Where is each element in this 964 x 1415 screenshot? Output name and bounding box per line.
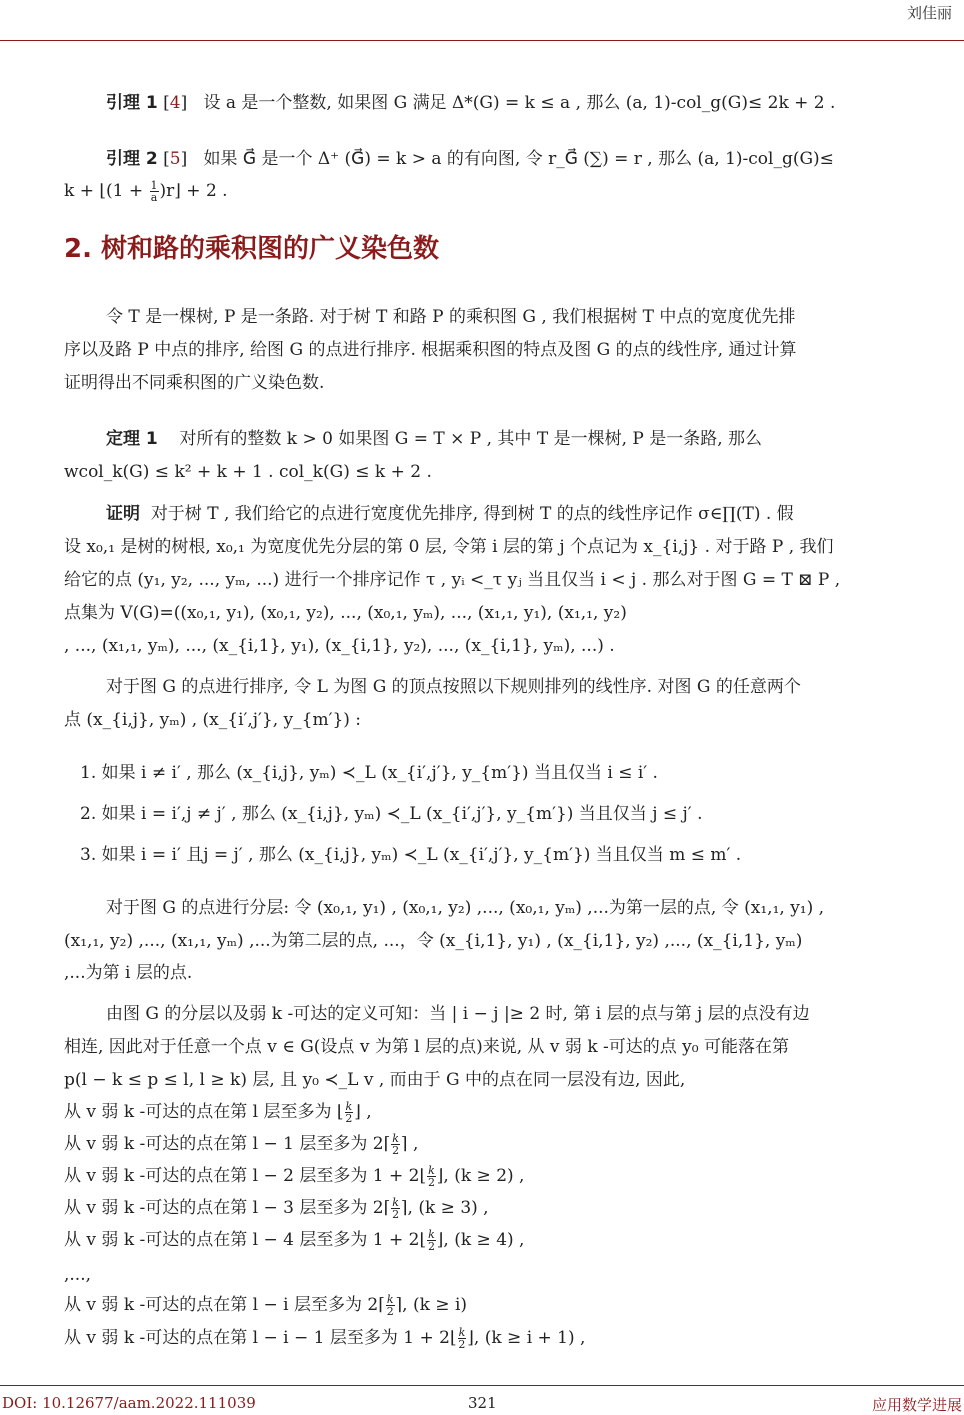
footer-journal-name: 应用数学进展 [871, 1396, 962, 1414]
bound-text: 从 v 弱 k -可达的点在第 l − 1 层至多为 2⌈ [64, 1134, 391, 1154]
fraction-numerator: k [345, 1100, 353, 1113]
lemma-2-fraction [150, 180, 159, 203]
analysis-line-1: 由图 G 的分层以及弱 k -可达的定义可知：当 | i − j |≥ 2 时, 第 i 层的点与第 j 层的点没有边 [106, 1004, 810, 1024]
bound-fraction [391, 1197, 400, 1220]
header-author: 刘佳丽 [906, 4, 952, 22]
bound-fraction [345, 1101, 354, 1124]
fraction-numerator: k [428, 1228, 435, 1241]
bound-condition: ⌋, (k ≥ i + 1) , [467, 1328, 586, 1348]
bound-line [64, 1101, 964, 1124]
proof-line-3: 给它的点 (y₁, y₂, ..., yₘ, ...) 进行一个排序记作 τ , yᵢ <_τ yⱼ 当且仅当 i < j . 那么对于图 G = T ⊠ P , [64, 570, 841, 590]
theorem-1-line-1: 对所有的整数 k > 0 如果图 G = T × P , 其中 T 是一棵树, P 是一条路, 那么 [179, 429, 763, 449]
fraction-numerator: k [392, 1132, 399, 1145]
fraction-denominator: 2 [427, 1176, 435, 1189]
intro-line-1: 令 T 是一棵树, P 是一条路. 对于树 T 和路 P 的乘积图 G , 我们根据树 T 中点的宽度优先排 [106, 307, 796, 327]
fraction-denominator: 2 [345, 1112, 353, 1125]
layers-line-3: ,...为第 i 层的点. [64, 963, 193, 983]
analysis-line-3: p(l − k ≤ p ≤ l, l ≥ k) 层, 且 y₀ ≺_L v , 而由于 G 中的点在同一层没有边, 因此, [64, 1070, 686, 1090]
rule-item-2: 2. 如果 i = i′,j ≠ j′ , 那么 (x_{i,j}, yₘ) ≺_L (x_{i′,j′}, y_{m′}) 当且仅当 j ≤ j′ . [80, 804, 703, 824]
footer-page-number: 321 [468, 1394, 497, 1412]
lemma-2: 引理 2 [5] 如果 G⃗ 是一个 Δ⁺ (G⃗) = k > a 的有向图, 令 r_G⃗ (∑) = r , 那么 (a, 1)-col_g(G)≤ [106, 149, 834, 169]
fraction-numerator: k [392, 1196, 399, 1209]
fraction-denominator: a [150, 191, 158, 204]
lemma-1-label: 引理 1 [106, 93, 158, 113]
analysis-line-2: 相连, 因此对于任意一个点 v ∈ G(设点 v 为第 l 层的点)来说, 从 v 弱 k -可达的点 y₀ 可能落在第 [64, 1037, 790, 1057]
fraction-numerator: k [386, 1293, 394, 1306]
theorem-1-line-2: wcol_k(G) ≤ k² + k + 1 . col_k(G) ≤ k + 2 . [64, 462, 432, 482]
fraction-numerator: 1 [150, 179, 158, 192]
lemma-2-line-2-post: )r⌋ + 2 . [159, 181, 228, 201]
bound-line [64, 1294, 964, 1317]
fraction-numerator: k [458, 1326, 466, 1339]
bound-fraction [458, 1327, 467, 1350]
bound-ellipsis: ,..., [64, 1265, 92, 1285]
rule-item-3: 3. 如果 i = i′ 且j = j′ , 那么 (x_{i,j}, yₘ) ≺_L (x_{i′,j′}, y_{m′}) 当且仅当 m ≤ m′ . [80, 845, 742, 865]
layers-line-2: (x₁,₁, y₂) ,..., (x₁,₁, yₘ) ,...为第二层的点, ...，令 (x_{i,1}, y₁) , (x_{i,1}, y₂) ,..., (x_{i,1}, yₘ) [64, 931, 803, 951]
bound-fraction [427, 1165, 436, 1188]
bound-fraction [386, 1294, 395, 1317]
bound-text: 从 v 弱 k -可达的点在第 l − 3 层至多为 2⌈ [64, 1198, 391, 1218]
proof-line-1: 对于树 T , 我们给它的点进行宽度优先排序, 得到树 T 的点的线性序记作 σ∈∏(T) . 假 [150, 504, 794, 524]
proof-label: 证明 [106, 504, 140, 524]
layers-line-1: 对于图 G 的点进行分层: 令 (x₀,₁, y₁) , (x₀,₁, y₂) ,..., (x₀,₁, yₘ) ,...为第一层的点, 令 (x₁,₁, y₁) , [106, 898, 825, 918]
theorem-1 [106, 428, 964, 450]
section-title: 2. 树和路的乘积图的广义染色数 [64, 234, 440, 264]
bound-line [64, 1133, 964, 1156]
proof [106, 503, 964, 525]
bound-text: 从 v 弱 k -可达的点在第 l − 4 层至多为 1 + 2⌊ [64, 1230, 427, 1250]
fraction-denominator: 2 [427, 1240, 435, 1253]
bound-condition: ⌋, (k ≥ 2) , [436, 1166, 525, 1186]
lemma-2-line-2-pre: k + ⌊(1 + [64, 181, 149, 201]
bound-text: 从 v 弱 k -可达的点在第 l − i 层至多为 2⌈ [64, 1295, 385, 1315]
theorem-1-label: 定理 1 [106, 429, 158, 449]
bound-condition: ⌋, (k ≥ 4) , [436, 1230, 525, 1250]
order-intro-line-2: 点 (x_{i,j}, yₘ) , (x_{i′,j′}, y_{m′}) : [64, 710, 362, 730]
lemma-2-line-1: 如果 G⃗ 是一个 Δ⁺ (G⃗) = k > a 的有向图, 令 r_G⃗ (∑) = r , 那么 (a, 1)-col_g(G)≤ [203, 149, 834, 169]
bound-fraction [427, 1229, 436, 1252]
lemma-2-line-2 [64, 180, 964, 203]
page-footer-rule [0, 1385, 964, 1386]
bound-condition: ⌋ , [354, 1102, 372, 1122]
order-intro-line-1: 对于图 G 的点进行排序, 令 L 为图 G 的顶点按照以下规则排列的线性序. 对图 G 的任意两个 [106, 677, 801, 697]
lemma-2-label: 引理 2 [106, 149, 158, 169]
lemma-1: 引理 1 [4] 设 a 是一个整数, 如果图 G 满足 Δ*(G) = k ≤ a , 那么 (a, 1)-col_g(G)≤ 2k + 2 . [106, 93, 836, 113]
bound-text: 从 v 弱 k -可达的点在第 l − i − 1 层至多为 1 + 2⌊ [64, 1328, 457, 1348]
bound-condition: ⌉ , [400, 1134, 419, 1154]
bound-line [64, 1165, 964, 1188]
bound-condition: ⌉, (k ≥ 3) , [400, 1198, 489, 1218]
footer-doi-link[interactable]: DOI: 10.12677/aam.2022.111039 [2, 1394, 256, 1412]
proof-line-2: 设 x₀,₁ 是树的树根, x₀,₁ 为宽度优先分层的第 0 层, 令第 i 层的第 j 个点记为 x_{i,j} . 对于路 P , 我们 [64, 537, 834, 557]
page-header [0, 0, 964, 41]
bound-condition: ⌉, (k ≥ i) [395, 1295, 468, 1315]
rule-item-1: 1. 如果 i ≠ i′ , 那么 (x_{i,j}, yₘ) ≺_L (x_{i′,j′}, y_{m′}) 当且仅当 i ≤ i′ . [80, 763, 658, 783]
lemma-1-citation[interactable]: 4 [169, 93, 181, 113]
proof-line-5: , ..., (x₁,₁, yₘ), ..., (x_{i,1}, y₁), (x_{i,1}, y₂), ..., (x_{i,1}, yₘ), ...) . [64, 636, 615, 656]
fraction-numerator: k [428, 1164, 435, 1177]
fraction-denominator: 2 [458, 1338, 466, 1351]
bound-text: 从 v 弱 k -可达的点在第 l 层至多为 ⌊ [64, 1102, 344, 1122]
fraction-denominator: 2 [392, 1208, 400, 1221]
fraction-denominator: 2 [386, 1305, 394, 1318]
lemma-1-text: 设 a 是一个整数, 如果图 G 满足 Δ*(G) = k ≤ a , 那么 (a, 1)-col_g(G)≤ 2k + 2 . [203, 93, 836, 113]
lemma-2-citation[interactable]: 5 [169, 149, 181, 169]
fraction-denominator: 2 [392, 1144, 400, 1157]
intro-line-3: 证明得出不同乘积图的广义染色数. [64, 373, 325, 393]
bound-fraction [391, 1133, 400, 1156]
intro-line-2: 序以及路 P 中点的排序, 给图 G 的点进行排序. 根据乘积图的特点及图 G 的点的线性序, 通过计算 [64, 340, 797, 360]
proof-line-4: 点集为 V(G)=((x₀,₁, y₁), (x₀,₁, y₂), ..., (x₀,₁, yₘ), ..., (x₁,₁, y₁), (x₁,₁, y₂) [64, 603, 627, 623]
bound-text: 从 v 弱 k -可达的点在第 l − 2 层至多为 1 + 2⌊ [64, 1166, 427, 1186]
bound-line [64, 1229, 964, 1252]
bound-line [64, 1197, 964, 1220]
bound-line [64, 1327, 964, 1350]
